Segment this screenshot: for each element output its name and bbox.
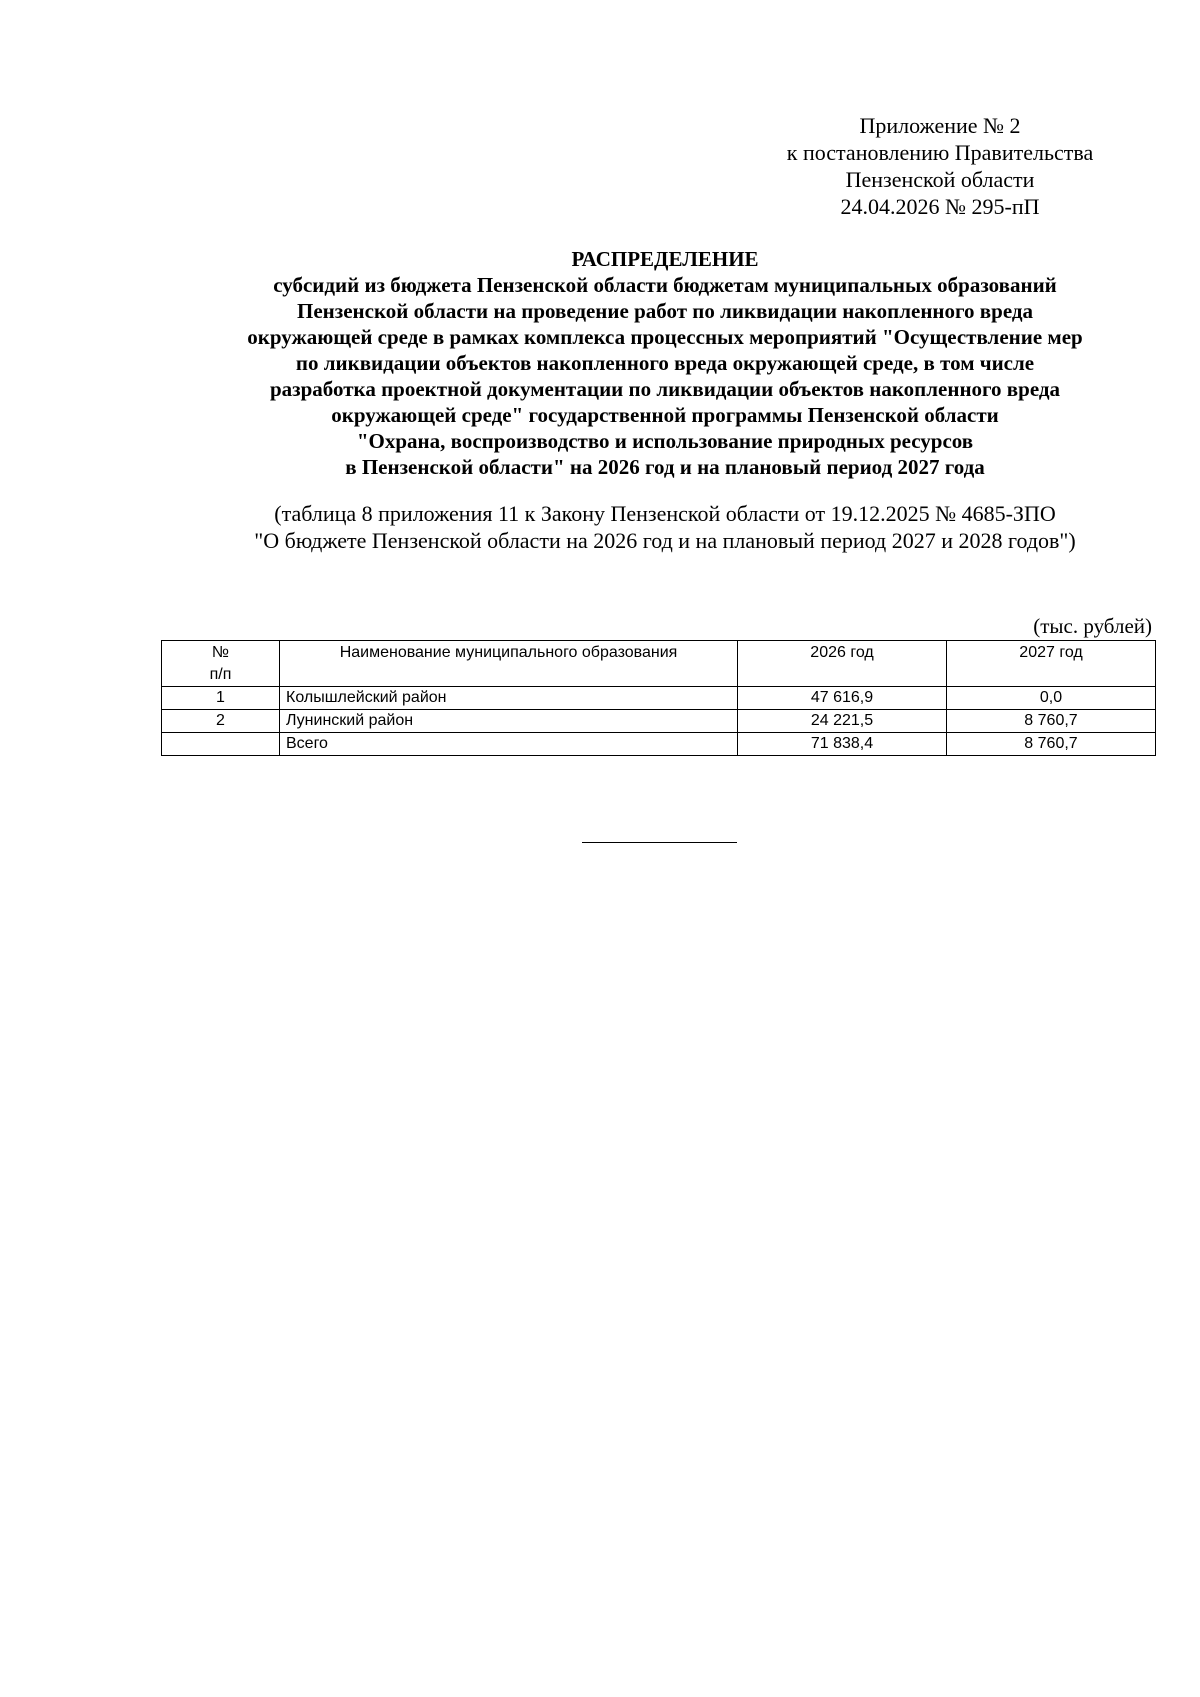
appendix-date-number: 24.04.2026 № 295-пП [840,194,1040,219]
appendix-region: Пензенской области [845,167,1035,192]
appendix-block [760,112,1120,220]
title-line: по ликвидации объектов накопленного вреда окружающей среде, в том числе [295,351,1035,375]
table-row [162,687,1156,710]
header-number-line2: п/п [209,666,232,683]
cell-year-2027: 0,0 [947,687,1156,710]
header-year-2027: 2027 год [947,641,1156,687]
title-line: окружающей среде" государственной программы Пензенской области [331,403,999,427]
cell-year-2026: 47 616,9 [738,687,947,710]
header-year-2026: 2026 год [738,641,947,687]
cell-year-2026: 24 221,5 [738,710,947,733]
header-name: Наименование муниципального образования [280,641,738,687]
title-line: разработка проектной документации по ликвидации объектов накопленного вреда [269,377,1060,401]
title-line: окружающей среде в рамках комплекса процессных мероприятий "Осуществление мер [247,325,1083,349]
cell-year-2027: 8 760,7 [947,710,1156,733]
units-label: (тыс. рублей) [1033,614,1152,638]
appendix-number: Приложение № 2 [859,113,1021,138]
cell-number [162,733,280,756]
cell-name: Лунинский район [280,710,738,733]
table-row [162,710,1156,733]
source-reference [130,500,1200,554]
table-total-row [162,733,1156,756]
source-reference-line: (таблица 8 приложения 11 к Закону Пензенской области от 19.12.2025 № 4685-ЗПО [274,501,1056,526]
header-number [162,641,280,687]
table-header-row [162,641,1156,687]
end-divider [582,842,737,843]
cell-year-2027: 8 760,7 [947,733,1156,756]
cell-number: 1 [162,687,280,710]
document-title [130,246,1200,480]
title-line: Пензенской области на проведение работ по ликвидации накопленного вреда [297,299,1033,323]
appendix-resolution: к постановлению Правительства [786,140,1094,165]
cell-name: Колышлейский район [280,687,738,710]
cell-year-2026: 71 838,4 [738,733,947,756]
title-line: "Охрана, воспроизводство и использование природных ресурсов [356,429,974,453]
title-heading: РАСПРЕДЕЛЕНИЕ [571,247,759,271]
cell-name: Всего [280,733,738,756]
title-line: субсидий из бюджета Пензенской области бюджетам муниципальных образований [273,273,1057,297]
distribution-table [161,640,1156,756]
cell-number: 2 [162,710,280,733]
source-reference-line: "О бюджете Пензенской области на 2026 год и на плановый период 2027 и 2028 годов") [254,528,1076,553]
header-number-line1: № [211,644,230,661]
title-line: в Пензенской области" на 2026 год и на плановый период 2027 года [345,455,985,479]
